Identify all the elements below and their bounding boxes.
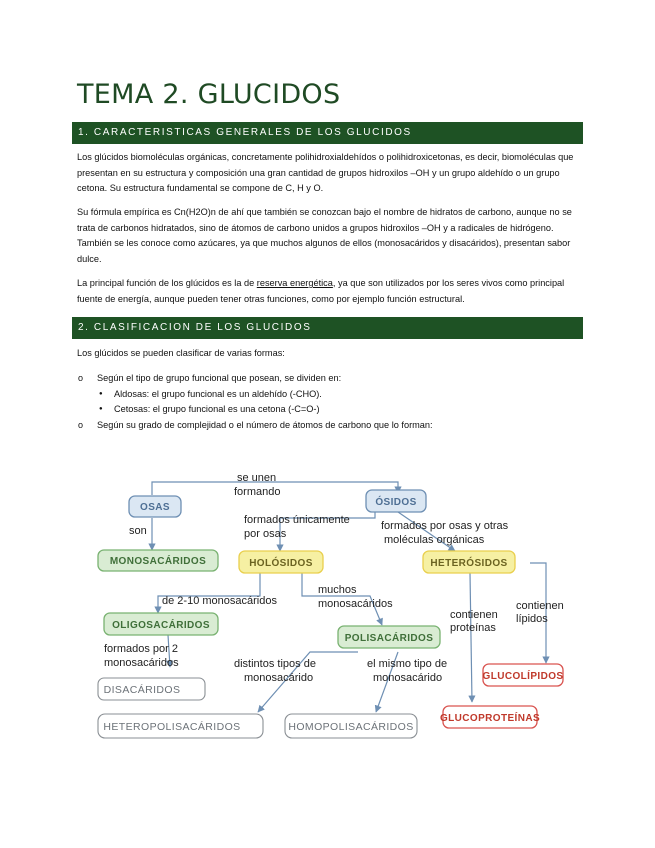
label-de-2-10-monosacaridos: de 2-10 monosacáridos <box>162 595 277 607</box>
node-osidos-label: ÓSIDOS <box>375 497 417 508</box>
label-mismo-monosacarido: monosacárido <box>373 672 443 684</box>
label-contienen-lipidos-1: contienen <box>516 600 564 612</box>
list-subitem-cetosas: ● Cetosas: el grupo funcional es una cetona (-C=O-) <box>77 402 582 418</box>
node-homopolisacaridos-label: HOMOPOLISACÁRIDOS <box>288 721 414 733</box>
node-polisacaridos-label: POLISACÁRIDOS <box>344 633 434 644</box>
node-heterosidos-label: HETERÓSIDOS <box>430 558 508 569</box>
label-distintos-tipos: distintos tipos de <box>234 658 316 670</box>
label-son: son <box>129 525 147 537</box>
node-glucolipidos-label: GLUCOLÍPIDOS <box>482 671 564 682</box>
label-formados-unicamente: formados únicamente <box>244 514 350 526</box>
connector-heterosidos-glucoproteinas <box>470 573 472 702</box>
label-por-osas: por osas <box>244 528 287 540</box>
label-formados-por-2: formados por 2 <box>104 643 178 655</box>
page-title: TEMA 2. GLUCIDOS <box>77 79 341 110</box>
label-distintos-monosacarido: monosacárido <box>244 672 314 684</box>
list-subitem-aldosas: ● Aldosas: el grupo funcional es un aldehído (-CHO). <box>77 387 582 403</box>
node-disacaridos-label: DISACÁRIDOS <box>103 684 181 696</box>
node-glucoproteinas <box>440 706 540 728</box>
node-oligosacaridos <box>104 613 218 635</box>
node-heteropolisacaridos-label: HETEROPOLISACÁRIDOS <box>103 721 241 733</box>
paragraph-definicion: Los glúcidos biomoléculas orgánicas, concretamente polihidroxialdehídos o polihidroxicetonas, es decir, biomoléculas que presentan en su estructura y composición una gran cantidad de grupos hidroxilos –OH y un grupo aldehído o un grupo cetona. Su estructura fundamental se compone de C, H y O. <box>77 152 574 193</box>
node-holosidos <box>239 551 323 573</box>
node-heterosidos <box>423 551 515 573</box>
list-item-grupo-funcional: o Según el tipo de grupo funcional que posean, se dividen en: <box>77 371 582 387</box>
node-oligosacaridos-label: OLIGOSACÁRIDOS <box>112 620 210 631</box>
label-formados-por-2-monosacaridos: monosacáridos <box>104 657 179 669</box>
node-osidos <box>366 490 426 512</box>
label-contienen-lipidos-2: lípidos <box>516 613 548 625</box>
node-polisacaridos <box>338 626 440 648</box>
section-heading-clasificacion: 2. CLASIFICACION DE LOS GLUCIDOS <box>72 317 583 339</box>
label-formados-por-osas-y-otras: formados por osas y otras <box>381 520 509 532</box>
label-muchos: muchos <box>318 584 357 596</box>
section-heading-caracteristicas: 1. CARACTERISTICAS GENERALES DE LOS GLUCIDOS <box>72 122 583 144</box>
paragraph-formula: Su fórmula empírica es Cn(H2O)n de ahí que también se conozcan bajo el nombre de hidratos de carbono, aunque no se trata de carbonos hidratados, sino de átomos de carbono unidos a grupos hidroxilos –OH y a radicales de hidrógeno. También se les conoce como azúcares, ya que muchos algunos de ellos (monosacáridos y disacáridos), presentan sabor dulce. <box>77 207 572 264</box>
node-holosidos-label: HOLÓSIDOS <box>249 558 313 569</box>
label-contienen-proteinas-1: contienen <box>450 609 498 621</box>
paragraph-clasificacion-intro: Los glúcidos se pueden clasificar de varias formas: <box>77 348 285 358</box>
label-contienen-proteinas-2: proteínas <box>450 622 496 634</box>
node-monosacaridos <box>98 550 218 571</box>
list-item-complejidad: o Según su grado de complejidad o el número de átomos de carbono que lo forman: <box>77 418 582 434</box>
node-heteropolisacaridos <box>98 714 263 738</box>
node-monosacaridos-label: MONOSACÁRIDOS <box>109 556 207 567</box>
node-osas-label: OSAS <box>140 502 170 513</box>
reserva-energetica-underline: reserva energética <box>256 278 333 288</box>
funcion-text-end: , ya que son utilizados por los seres vivos como principal fuente de energía, aunque pueden tener otras funciones, como por ejemplo función estructural. <box>77 278 565 304</box>
label-moleculas-organicas: moléculas orgánicas <box>384 534 485 546</box>
label-formando: formando <box>234 486 281 498</box>
label-muchos-monosacaridos: monosacáridos <box>318 598 393 610</box>
label-mismo-tipo: el mismo tipo de <box>367 658 448 670</box>
node-homopolisacaridos <box>285 714 417 738</box>
node-glucolipidos <box>483 664 564 686</box>
node-osas <box>129 496 181 517</box>
node-glucoproteinas-label: GLUCOPROTEÍNAS <box>439 713 541 724</box>
funcion-text-start: La principal función de los glúcidos es la de <box>77 278 257 288</box>
node-disacaridos <box>98 678 205 700</box>
label-se-unen: se unen <box>237 472 277 484</box>
